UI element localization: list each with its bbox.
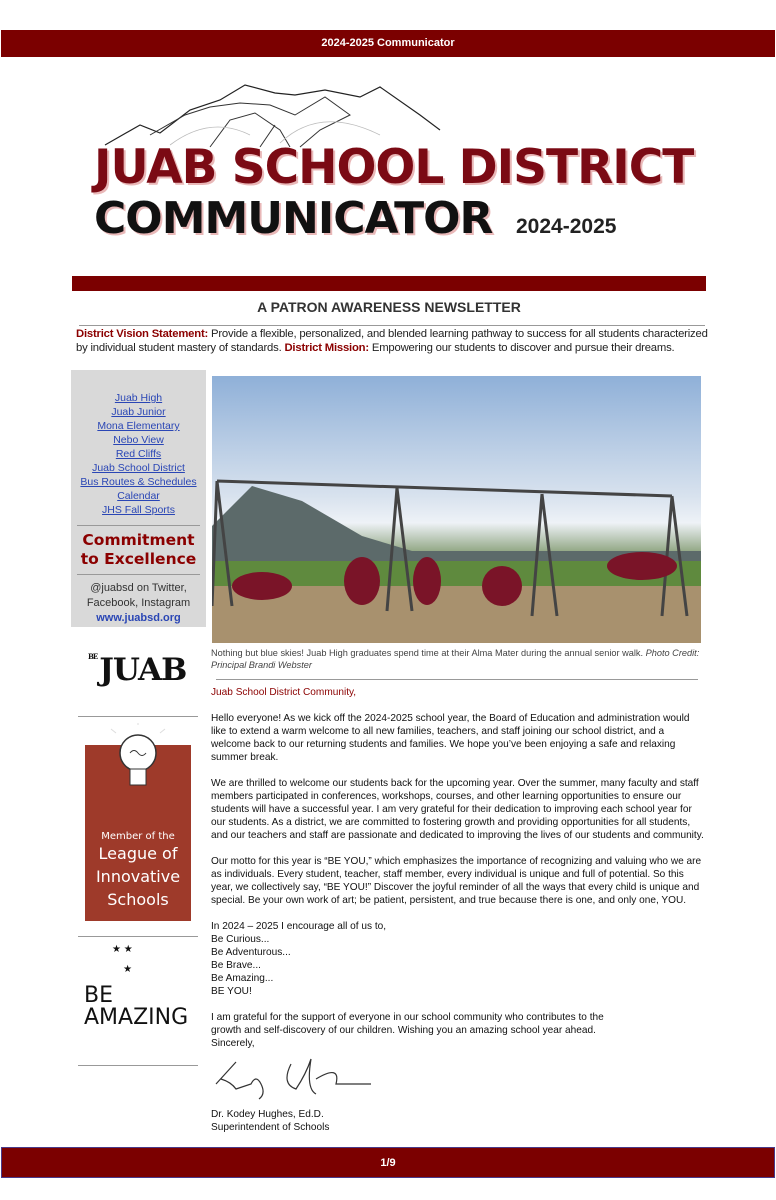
list-item: Be Adventurous... [211, 947, 291, 958]
photo-credit: Photo Credit: Principal Brandi Webster [211, 648, 700, 670]
link-juab-junior[interactable]: Juab Junior [111, 406, 166, 418]
divider [78, 1065, 198, 1066]
website-link[interactable]: www.juabsd.org [96, 612, 181, 624]
closing-paragraph: I am grateful for the support of everyone in our school community who contributes to the growth and self-discovery of our children. Wishing you an amazing school year ahead. [211, 1012, 604, 1036]
caption-text: Nothing but blue skies! Juab High graduates spend time at their Alma Mater during the annual senior walk. [211, 648, 646, 658]
divider [78, 716, 198, 717]
link-juab-school-district[interactable]: Juab School District [92, 462, 185, 474]
vision-text: Provide a flexible, personalized, and blended learning pathway to success for all students characterized by individual student mastery of standards. [76, 328, 708, 354]
amazing-text: AMAZING [84, 1005, 189, 1030]
be-juab-big: JUAB [99, 652, 187, 688]
be-juab-small: BE [88, 652, 98, 661]
mission-label: District Mission: [284, 341, 369, 354]
footer-bar [1, 1147, 775, 1178]
league-line: Schools [107, 890, 169, 909]
league-line: League of [98, 844, 178, 863]
link-bus-routes[interactable]: Bus Routes & Schedules [80, 476, 197, 488]
social-text: @juabsd on Twitter, [90, 582, 187, 594]
vision-mission [76, 328, 708, 355]
superintendent-letter [211, 686, 706, 1134]
photo-caption [211, 648, 706, 671]
list-item: Be Amazing... [211, 973, 274, 984]
divider [216, 679, 698, 680]
letter-greeting: Juab School District Community, [211, 687, 357, 698]
stars-icon: ★ ★ ★ [112, 944, 133, 975]
signature-image [211, 1054, 381, 1102]
social-info [71, 575, 206, 626]
social-text: Facebook, Instagram [86, 597, 191, 609]
be-juab-logo [88, 652, 186, 688]
graduates-photo [212, 376, 701, 643]
logo-year: 2024-2025 [516, 215, 617, 238]
divider [79, 325, 705, 326]
link-calendar[interactable]: Calendar [117, 490, 160, 502]
sidebar [71, 370, 206, 627]
commitment-heading [71, 526, 206, 574]
link-jhs-fall-sports[interactable]: JHS Fall Sports [102, 504, 175, 516]
logo-line2: COMMUNICATOR [94, 193, 493, 244]
vision-label: District Vision Statement: [76, 328, 209, 340]
letter-paragraph: We are thrilled to welcome our students back for the upcoming year. Over the summer, many faculty and staff members participated in conferences, workshops, courses, and other learning opportunities to ensure our students will have a successful year. I am very grateful for their dedication to improving each school year for our students. As a district, we are committed to fostering growth and providing opportunities for all students, and our teachers and staff are passionate and dedicated to improving the lives of our students and community. [211, 778, 704, 841]
mission-text: Empowering our students to discover and pursue their dreams. [368, 341, 675, 354]
league-badge [85, 745, 191, 921]
newsletter-subtitle: A PATRON AWARENESS NEWSLETTER [257, 299, 521, 315]
sidebar-links [71, 370, 206, 517]
be-text: BE [84, 983, 113, 1008]
header-title: 2024-2025 Communicator [321, 37, 455, 49]
logo-line1: JUAB SCHOOL DISTRICT [94, 140, 694, 195]
list-item: Be Curious... [211, 934, 270, 945]
link-juab-high[interactable]: Juab High [114, 392, 163, 404]
link-red-cliffs[interactable]: Red Cliffs [115, 448, 162, 460]
divider [78, 936, 198, 937]
page-number: 1/9 [380, 1157, 396, 1169]
newsletter-logo [80, 75, 700, 275]
sincerely: Sincerely, [211, 1038, 255, 1049]
list-intro: In 2024 – 2025 I encourage all of us to, [211, 921, 387, 932]
list-item: Be Brave... [211, 960, 261, 971]
list-item: BE YOU! [211, 986, 252, 997]
commitment-line: to Excellence [80, 550, 197, 568]
link-nebo-view[interactable]: Nebo View [113, 434, 164, 446]
lightbulb-icon [108, 723, 168, 803]
commitment-line: Commitment [82, 531, 195, 549]
encourage-list [211, 920, 706, 998]
league-line: Innovative [95, 867, 181, 886]
link-mona-elementary[interactable]: Mona Elementary [97, 420, 180, 432]
red-divider-band [72, 276, 706, 291]
header-bar [1, 30, 775, 57]
league-small-text: Member of the [101, 831, 175, 842]
swingset-illustration [212, 376, 701, 643]
letter-paragraph: Our motto for this year is “BE YOU,” which emphasizes the importance of recognizing and valuing who we are as individuals. Every student, teacher, staff member, every individual is unique and full of potential. So this year, we collectively say, “BE YOU!” Discover the joyful reminder of all the ways that every child is unique and special. Be your own work of art; be patient, persistent, and true because there is one, and only one, YOU. [211, 856, 702, 906]
letter-paragraph: Hello everyone! As we kick off the 2024-2025 school year, the Board of Education and administration would like to extend a warm welcome to all new families, teachers, and staff joining our school district, and a welcome back to our returning students and families. We hope you’ve been enjoying a safe and relaxing summer break. [211, 713, 690, 763]
signer-name: Dr. Kodey Hughes, Ed.D. [211, 1109, 324, 1120]
be-amazing-graphic [84, 985, 188, 1029]
signer-role: Superintendent of Schools [211, 1122, 330, 1133]
